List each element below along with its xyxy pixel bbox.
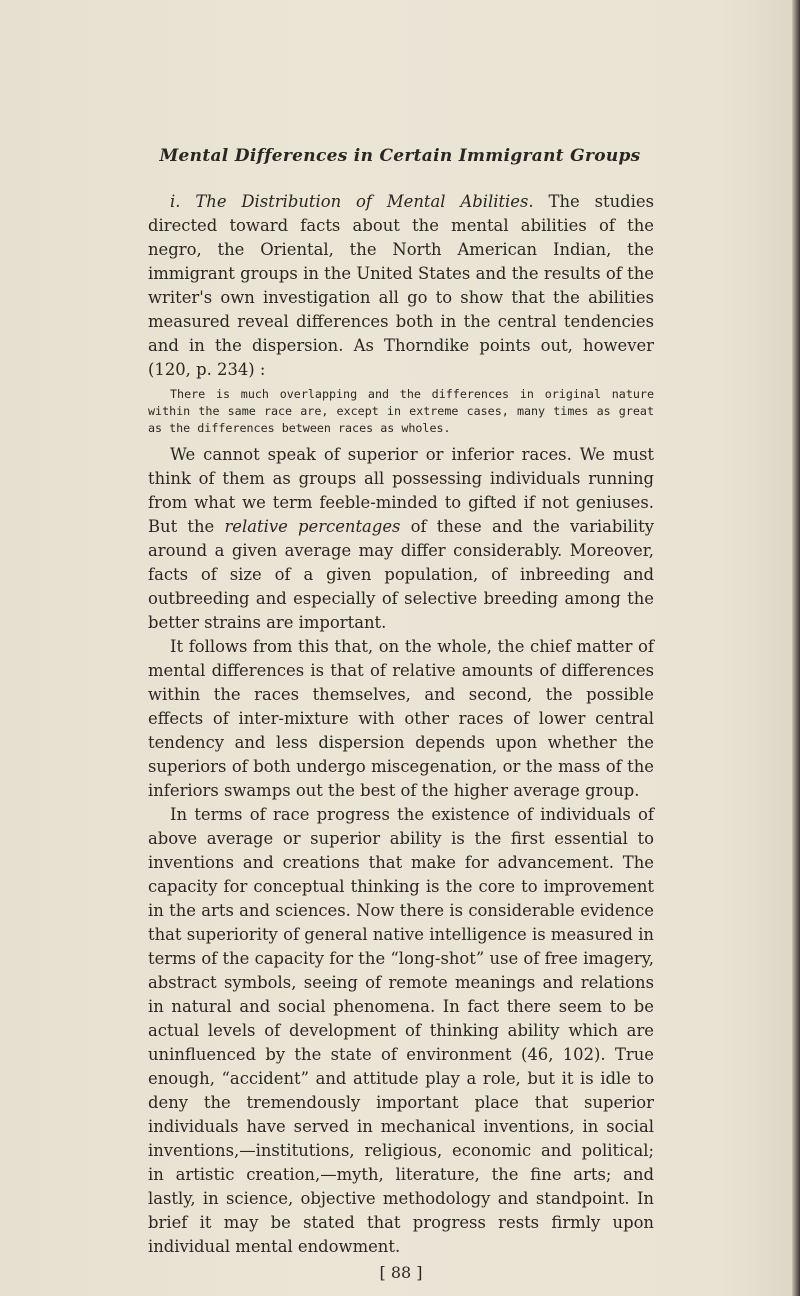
page-edge-shadow (792, 0, 800, 1296)
block-quote: There is much overlapping and the differences in original nature within the same race are, except in extreme cases, many times as great as the differences between races as wholes. (148, 387, 654, 435)
paragraph-follows: It follows from this that, on the whole, the chief matter of mental differences is that of relative amounts of differences within the races themselves, and second, the possible effects of inter-mixture with other races of lower central tendency and less dispersion depends upon whether the superiors of both undergo miscegenation, or the mass of the inferiors swamps out the best of the higher average group. (148, 637, 654, 800)
paragraph-races (148, 443, 654, 635)
paragraph-races-text-1: We cannot speak of superior or inferior races. We must think of them as groups all possessing individuals running from what we term feeble-minded to gifted if not geniuses. But the (148, 445, 654, 536)
running-title: Mental Differences in Certain Immigrant Groups (159, 146, 641, 166)
paragraph-progress: In terms of race progress the existence of individuals of above average or superior ability is the first essential to inventions and creations that make for advancement. The capacity for conceptual thinking is the core to improvement in the arts and sciences. Now there is considerable evidence that superiority of general native intelligence is measured in terms of the capacity for the “long-shot” use of free imagery, abstract symbols, seeing of remote meanings and relations in natural and social phenomena. In fact there seem to be actual levels of development of thinking ability which are uninfluenced by the state of environment (46, 102). True enough, “accident” and attitude play a role, but it is idle to deny the tremendously important place that superior individuals have served in mechanical inventions, in social inventions,—institutions, religious, economic and political; in artistic creation,—myth, literature, the fine arts; and lastly, in science, objective methodology and standpoint. In brief it may be stated that progress rests firmly upon individual mental endowment. (148, 805, 654, 1256)
paragraph-intro-text: The studies directed toward facts about the mental abilities of the negro, the Oriental, the North American Indian, the immigrant groups in the United States and the results of the writer's own investigation all go to show that the abilities measured reveal differences both in the central tendencies and in the dispersion. As Thorndike points out, however (120, p. 234) : (148, 192, 654, 379)
page-number: [ 88 ] (379, 1263, 423, 1282)
page-body (148, 190, 654, 1285)
paragraph-intro (148, 190, 654, 382)
paragraph-races-text-2: of these and the variability around a given average may differ considerably. Moreover, facts of size of a given population, of inbreeding and outbreeding and especially of selective breeding among the better strains are important. (148, 517, 654, 632)
section-heading: i. The Distribution of Mental Abilities. (170, 192, 534, 211)
emphasis-relative-percentages: relative percentages (224, 517, 401, 536)
